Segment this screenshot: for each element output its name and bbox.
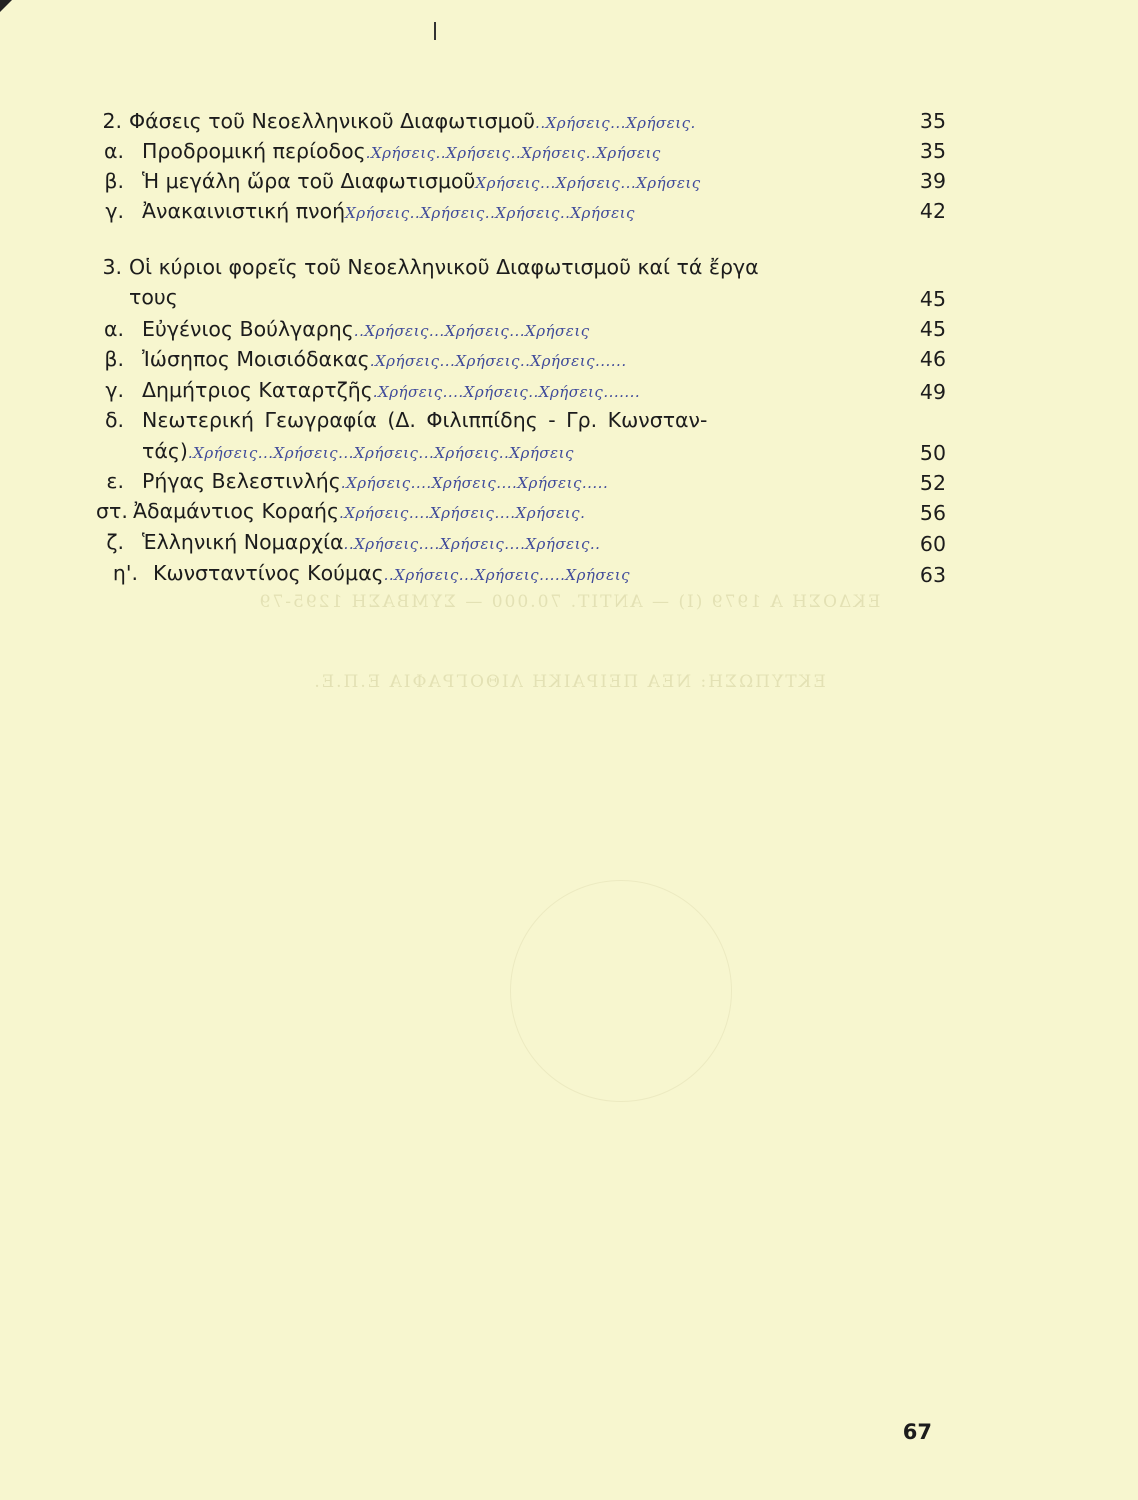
toc-entry — [0, 136, 1138, 166]
toc-marker: β. — [104, 169, 124, 193]
toc-label: Ρήγας Βελεστινλής — [142, 469, 341, 493]
toc-marker: γ. — [105, 378, 124, 402]
bleed-through-stamp — [510, 880, 732, 1102]
toc-entry — [0, 344, 1138, 374]
toc-marker: ζ. — [106, 530, 124, 554]
toc-page-number: 45 — [919, 287, 946, 311]
toc-marker: στ. — [96, 499, 128, 523]
toc-label: Ἑλληνική Νομαρχία — [142, 530, 344, 554]
toc-label: Εὐγένιος Βούλγαρης — [142, 317, 354, 341]
toc-marker: 2. — [102, 109, 122, 133]
handwritten-annotation: ..Χρήσεις...Χρήσεις. — [535, 114, 696, 132]
toc-label: Κωνσταντίνος Κούμας — [153, 561, 384, 585]
toc-entry — [0, 166, 1138, 196]
toc-page-number: 45 — [919, 317, 946, 341]
toc-page-number: 42 — [919, 199, 946, 223]
handwritten-annotation: Χρήσεις..Χρήσεις..Χρήσεις..Χρήσεις — [345, 204, 635, 222]
toc-label: Ἀνακαινιστική πνοή — [142, 199, 346, 223]
toc-marker: δ. — [104, 408, 124, 432]
handwritten-annotation: .Χρήσεις....Χρήσεις..Χρήσεις....... — [372, 383, 641, 401]
toc-entry — [0, 196, 1138, 226]
toc-marker: 3. — [102, 255, 122, 279]
page-number: 67 — [902, 1420, 932, 1444]
toc-entry — [0, 527, 1138, 557]
toc-page-number: 50 — [919, 441, 946, 465]
toc-page-number: 52 — [919, 471, 946, 495]
toc-entry — [0, 314, 1138, 344]
handwritten-annotation: .Χρήσεις....Χρήσεις....Χρήσεις..... — [340, 474, 609, 492]
toc-entry — [0, 436, 1138, 466]
toc-page-number: 39 — [919, 169, 946, 193]
toc-entry — [0, 282, 1138, 312]
toc-label: Δημήτριος Καταρτζῆς — [142, 378, 373, 402]
toc-label: τάς) — [142, 439, 188, 463]
toc-page-number: 63 — [919, 563, 946, 587]
bleed-through-colophon-line: ΕΚΔΟΣΗ Α 1979 (Ι) — ΑΝΤΙΤ. 70.000 — ΣΥΜΒΑΣΗ 1295-79 — [257, 592, 881, 612]
handwritten-annotation: .Χρήσεις....Χρήσεις....Χρήσεις. — [339, 504, 586, 522]
toc-label: Φάσεις τοῦ Νεοελληνικοῦ Διαφωτισμοῦ — [129, 109, 536, 133]
scan-mark — [434, 22, 436, 40]
toc-marker: α. — [104, 139, 125, 163]
toc-page-number: 60 — [919, 532, 946, 556]
handwritten-annotation: ..Χρήσεις...Χρήσεις...Χρήσεις — [353, 322, 590, 340]
toc-entry — [0, 252, 1138, 282]
toc-label: Ἰώσηπος Μοισιόδακας — [142, 347, 370, 371]
toc-page-number: 35 — [919, 109, 946, 133]
toc-page-number: 56 — [919, 501, 946, 525]
handwritten-annotation: Χρήσεις...Χρήσεις...Χρήσεις — [475, 174, 701, 192]
bleed-through-printer-line: ΕΚΤΥΠΩΣΗ: ΝΕΑ ΠΕΙΡΑΙΚΗ ΛΙΘΟΓΡΑΦΙΑ Ε.Π.Ε. — [312, 672, 826, 692]
toc-entry — [0, 106, 1138, 136]
toc-marker: α. — [104, 317, 125, 341]
toc-entry — [0, 496, 1138, 526]
toc-label: Νεωτερική Γεωγραφία (Δ. Φιλιππίδης - Γρ. Κωνσταν- — [142, 408, 708, 432]
toc-entry — [0, 466, 1138, 496]
toc-label: Οἱ κύριοι φορεῖς τοῦ Νεοελληνικοῦ Διαφωτισμοῦ καί τά ἔργα — [129, 255, 759, 279]
toc-marker: ε. — [106, 469, 124, 493]
handwritten-annotation: .Χρήσεις...Χρήσεις..Χρήσεις...... — [369, 352, 627, 370]
scan-corner-mark — [0, 0, 12, 12]
toc-marker: β. — [104, 347, 124, 371]
toc-label: Ἡ μεγάλη ὥρα τοῦ Διαφωτισμοῦ — [142, 169, 476, 193]
toc-entry — [0, 558, 1138, 588]
handwritten-annotation: .Χρήσεις...Χρήσεις...Χρήσεις...Χρήσεις..Χρήσεις — [187, 444, 574, 462]
toc-label: τους — [129, 285, 178, 309]
handwritten-annotation: ..Χρήσεις....Χρήσεις....Χρήσεις.. — [343, 535, 601, 553]
handwritten-annotation: ..Χρήσεις...Χρήσεις.....Χρήσεις — [383, 566, 630, 584]
toc-entry — [0, 375, 1138, 405]
toc-page-number: 35 — [919, 139, 946, 163]
handwritten-annotation: .Χρήσεις..Χρήσεις..Χρήσεις..Χρήσεις — [365, 144, 661, 162]
toc-page-number: 49 — [919, 380, 946, 404]
toc-page-number: 46 — [919, 347, 946, 371]
toc-label: Ἀδαμάντιος Κοραής — [133, 499, 339, 523]
toc-entry — [0, 405, 1138, 435]
toc-marker: η'. — [112, 561, 138, 585]
toc-label: Προδρομική περίοδος — [142, 139, 366, 163]
toc-marker: γ. — [105, 199, 124, 223]
